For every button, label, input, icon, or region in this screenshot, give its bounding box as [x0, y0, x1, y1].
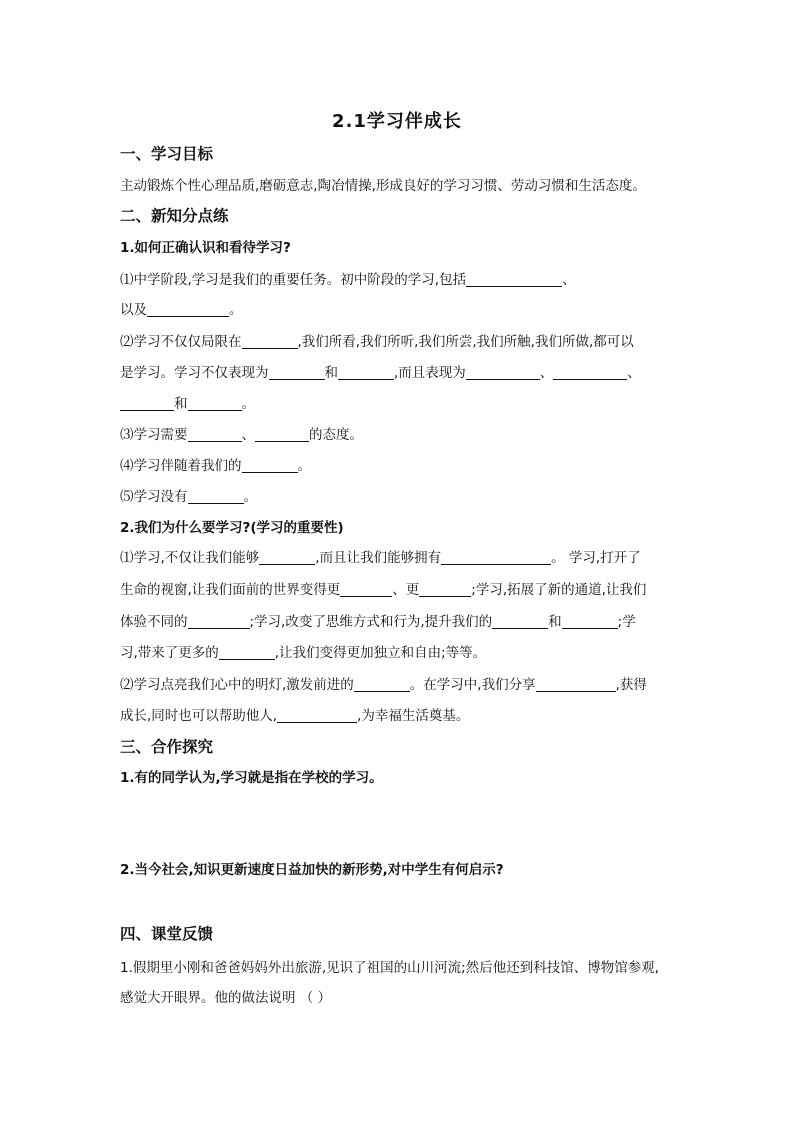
- answer-blank[interactable]: [259, 550, 315, 565]
- text: ⑷学习伴随着我们的: [120, 458, 242, 474]
- feedback-question-1-line-2: 感觉大开眼界。他的做法说明 （ ）: [120, 990, 332, 1006]
- answer-blank[interactable]: [277, 708, 357, 723]
- text: ,而且表现为: [394, 365, 466, 381]
- text: 是学习。学习不仅表现为: [120, 365, 269, 381]
- answer-blank[interactable]: [441, 550, 551, 565]
- item-5: [120, 487, 680, 507]
- text: 。 学习,打开了: [551, 550, 641, 566]
- text: ;学: [617, 614, 636, 630]
- text: ,我们所看,我们所听,我们所尝,我们所触,我们所做,都可以: [297, 334, 634, 350]
- text: 、更: [392, 582, 420, 598]
- text: 、: [562, 272, 576, 288]
- text: 、: [627, 365, 641, 381]
- text: 习,带来了更多的: [120, 645, 219, 661]
- page-title: 2.1学习伴成长: [332, 111, 462, 132]
- answer-blank[interactable]: [188, 614, 250, 629]
- text: ⑵学习不仅仅局限在: [120, 334, 242, 350]
- reason-1-line-2: [120, 580, 680, 600]
- answer-blank[interactable]: [553, 365, 627, 380]
- text: ⑴学习,不仅让我们能够: [120, 550, 260, 566]
- item-2-line-1: [120, 332, 680, 352]
- text: 成长,同时也可以帮助他人,: [120, 708, 278, 724]
- goals-text: 主动锻炼个性心理品质,磨砺意志,陶冶情操,形成良好的学习习惯、劳动习惯和生活态度。: [120, 178, 646, 194]
- text: 、: [539, 365, 554, 381]
- feedback-question-1-line-1: 1.假期里小刚和爸爸妈妈外出旅游,见识了祖国的山川河流;然后他还到科技馆、博物馆参观,: [120, 960, 660, 976]
- question-2-title: 2.我们为什么要学习?(学习的重要性): [120, 520, 344, 536]
- section-heading-practice: 二、新知分点练: [120, 207, 229, 225]
- answer-blank[interactable]: [120, 396, 174, 411]
- answer-blank[interactable]: [338, 365, 394, 380]
- text: ,而且让我们能够拥有: [315, 550, 442, 566]
- answer-blank[interactable]: [536, 677, 616, 692]
- item-2-line-2: [120, 363, 680, 383]
- text: 生命的视窗,让我们面前的世界变得更: [120, 582, 341, 598]
- reason-2-line-2: [120, 706, 680, 726]
- text: 的态度。: [309, 427, 363, 443]
- explore-question-2: 2.当今社会,知识更新速度日益加快的新形势,对中学生有何启示?: [120, 862, 504, 878]
- text: ⑵学习点亮我们心中的明灯,激发前进的: [120, 677, 354, 693]
- text: ,让我们变得更加独立和自由;等等。: [274, 645, 487, 661]
- item-1-line-2: [120, 300, 680, 320]
- text: ;学习,拓展了新的通道,让我们: [471, 582, 647, 598]
- text: 。: [243, 489, 257, 505]
- item-1-line-1: [120, 270, 680, 290]
- reason-2-line-1: [120, 675, 680, 695]
- explore-question-1: 1.有的同学认为,学习就是指在学校的学习。: [120, 770, 383, 786]
- text: 。: [241, 396, 255, 412]
- text: 和: [174, 396, 188, 412]
- question-1-title: 1.如何正确认识和看待学习?: [120, 240, 291, 256]
- item-4: [120, 456, 680, 476]
- answer-blank[interactable]: [492, 614, 548, 629]
- section-heading-feedback: 四、课堂反馈: [120, 925, 214, 943]
- text: ⑴中学阶段,学习是我们的重要任务。初中阶段的学习,包括: [120, 272, 467, 288]
- reason-1-line-1: [120, 548, 680, 568]
- answer-blank[interactable]: [188, 427, 242, 442]
- answer-blank[interactable]: [242, 334, 298, 349]
- text: ,获得: [615, 677, 647, 693]
- text: 和: [324, 365, 338, 381]
- text: 。在学习中,我们分享: [409, 677, 536, 693]
- answer-blank[interactable]: [147, 302, 229, 317]
- answer-blank[interactable]: [419, 582, 471, 597]
- answer-blank[interactable]: [340, 582, 392, 597]
- text: ;学习,改变了思维方式和行为,提升我们的: [249, 614, 493, 630]
- item-3: [120, 425, 680, 445]
- reason-1-line-4: [120, 643, 680, 663]
- text: ⑶学习需要: [120, 427, 188, 443]
- answer-blank[interactable]: [188, 396, 242, 411]
- answer-blank[interactable]: [354, 677, 410, 692]
- text: 。: [297, 458, 311, 474]
- text: ⑸学习没有: [120, 489, 188, 505]
- answer-blank[interactable]: [188, 489, 244, 504]
- text: 。: [229, 302, 243, 318]
- answer-blank[interactable]: [562, 614, 618, 629]
- text: ,为幸福生活奠基。: [357, 708, 470, 724]
- text: 以及: [120, 302, 147, 318]
- section-heading-goals: 一、学习目标: [120, 145, 214, 163]
- reason-1-line-3: [120, 612, 680, 632]
- text: 和: [548, 614, 562, 630]
- answer-blank[interactable]: [466, 272, 562, 287]
- text: 体验不同的: [120, 614, 188, 630]
- answer-blank[interactable]: [242, 458, 298, 473]
- answer-blank[interactable]: [219, 645, 275, 660]
- answer-blank[interactable]: [466, 365, 540, 380]
- text: 、: [241, 427, 255, 443]
- answer-blank[interactable]: [269, 365, 325, 380]
- section-heading-explore: 三、合作探究: [120, 738, 214, 756]
- answer-blank[interactable]: [255, 427, 309, 442]
- item-2-line-3: [120, 394, 680, 414]
